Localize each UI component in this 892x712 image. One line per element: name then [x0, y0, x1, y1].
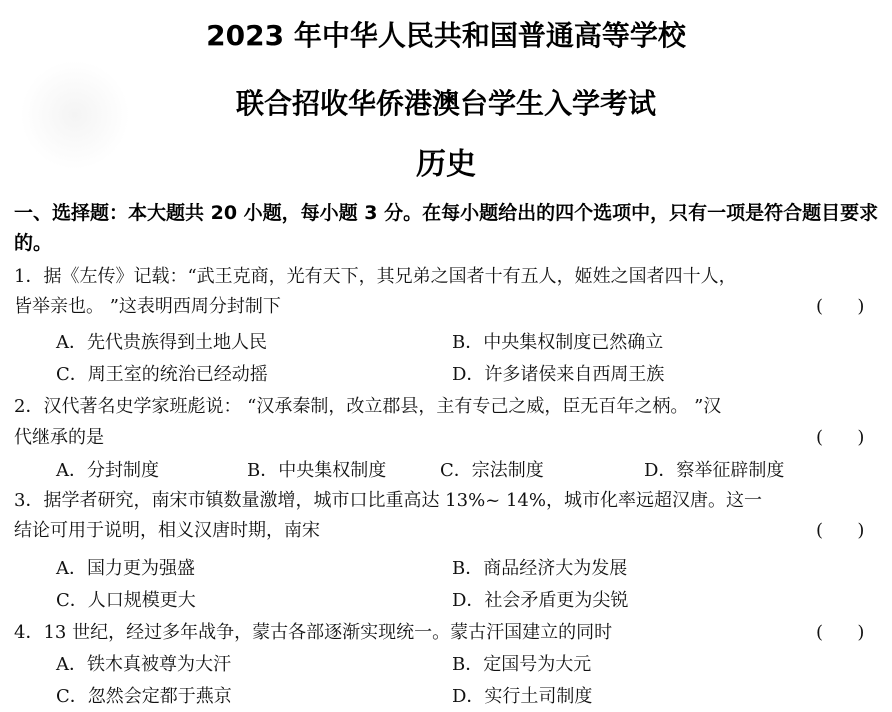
question-1-option-d: D．许多诸侯来自西周王族 — [452, 364, 665, 385]
question-3-option-c: C．人口规模更大 — [56, 590, 196, 611]
question-2-answer-blank: ( ) — [816, 427, 865, 448]
question-2-stem-line1: 2．汉代著名史学家班彪说： “汉承秦制，改立郡县，主有专己之威，臣无百年之柄。 ”汉 — [14, 396, 722, 417]
question-2-stem-line2: 代继承的是 — [14, 427, 104, 448]
question-3-option-d: D．社会矛盾更为尖锐 — [452, 590, 629, 611]
exam-title-line2: 联合招收华侨港澳台学生入学考试 — [235, 87, 656, 120]
question-1-stem-line1: 1．据《左传》记载：“武王克商，光有天下，其兄弟之国者十有五人，姬姓之国者四十人， — [14, 266, 737, 287]
question-2-option-c: C．宗法制度 — [440, 460, 544, 481]
exam-subject-title: 历史 — [416, 147, 476, 182]
question-3-stem-line2: 结论可用于说明，相义汉唐时期，南宋 — [14, 520, 320, 541]
question-1-option-a: A．先代贵族得到土地人民 — [56, 332, 267, 353]
question-1-stem-line2: 皆举亲也。 ”这表明西周分封制下 — [14, 296, 281, 317]
question-3-stem-line1: 3．据学者研究，南宋市镇数量激增，城市口比重高达 13%~ 14%，城市化率远超汉唐。这一 — [14, 490, 762, 511]
question-1-option-b: B．中央集权制度已然确立 — [452, 332, 664, 353]
question-2-option-d: D．察举征辟制度 — [644, 460, 785, 481]
question-4-option-d: D．实行土司制度 — [452, 686, 593, 707]
question-2-option-b: B．中央集权制度 — [247, 460, 387, 481]
question-4-option-a: A．铁木真被尊为大汗 — [56, 654, 231, 675]
question-3-answer-blank: ( ) — [816, 520, 865, 541]
question-3-option-a: A．国力更为强盛 — [56, 558, 195, 579]
exam-title-line1: 2023 年中华人民共和国普通高等学校 — [206, 19, 686, 52]
question-2-option-a: A．分封制度 — [56, 460, 159, 481]
section-heading: 一、选择题：本大题共 20 小题，每小题 3 分。在每小题给出的四个选项中，只有一项是符合题目要求的。 — [14, 202, 879, 254]
question-4-stem-line1: 4．13 世纪，经过多年战争，蒙古各部逐渐实现统一。蒙古汗国建立的同时 — [14, 622, 613, 643]
question-1-option-c: C．周王室的统治已经动摇 — [56, 364, 268, 385]
question-1-answer-blank: ( ) — [816, 296, 865, 317]
question-4-answer-blank: ( ) — [816, 622, 865, 643]
question-4-option-c: C．忽然会定都于燕京 — [56, 686, 232, 707]
question-3-option-b: B．商品经济大为发展 — [452, 558, 628, 579]
question-4-option-b: B．定国号为大元 — [452, 654, 592, 675]
